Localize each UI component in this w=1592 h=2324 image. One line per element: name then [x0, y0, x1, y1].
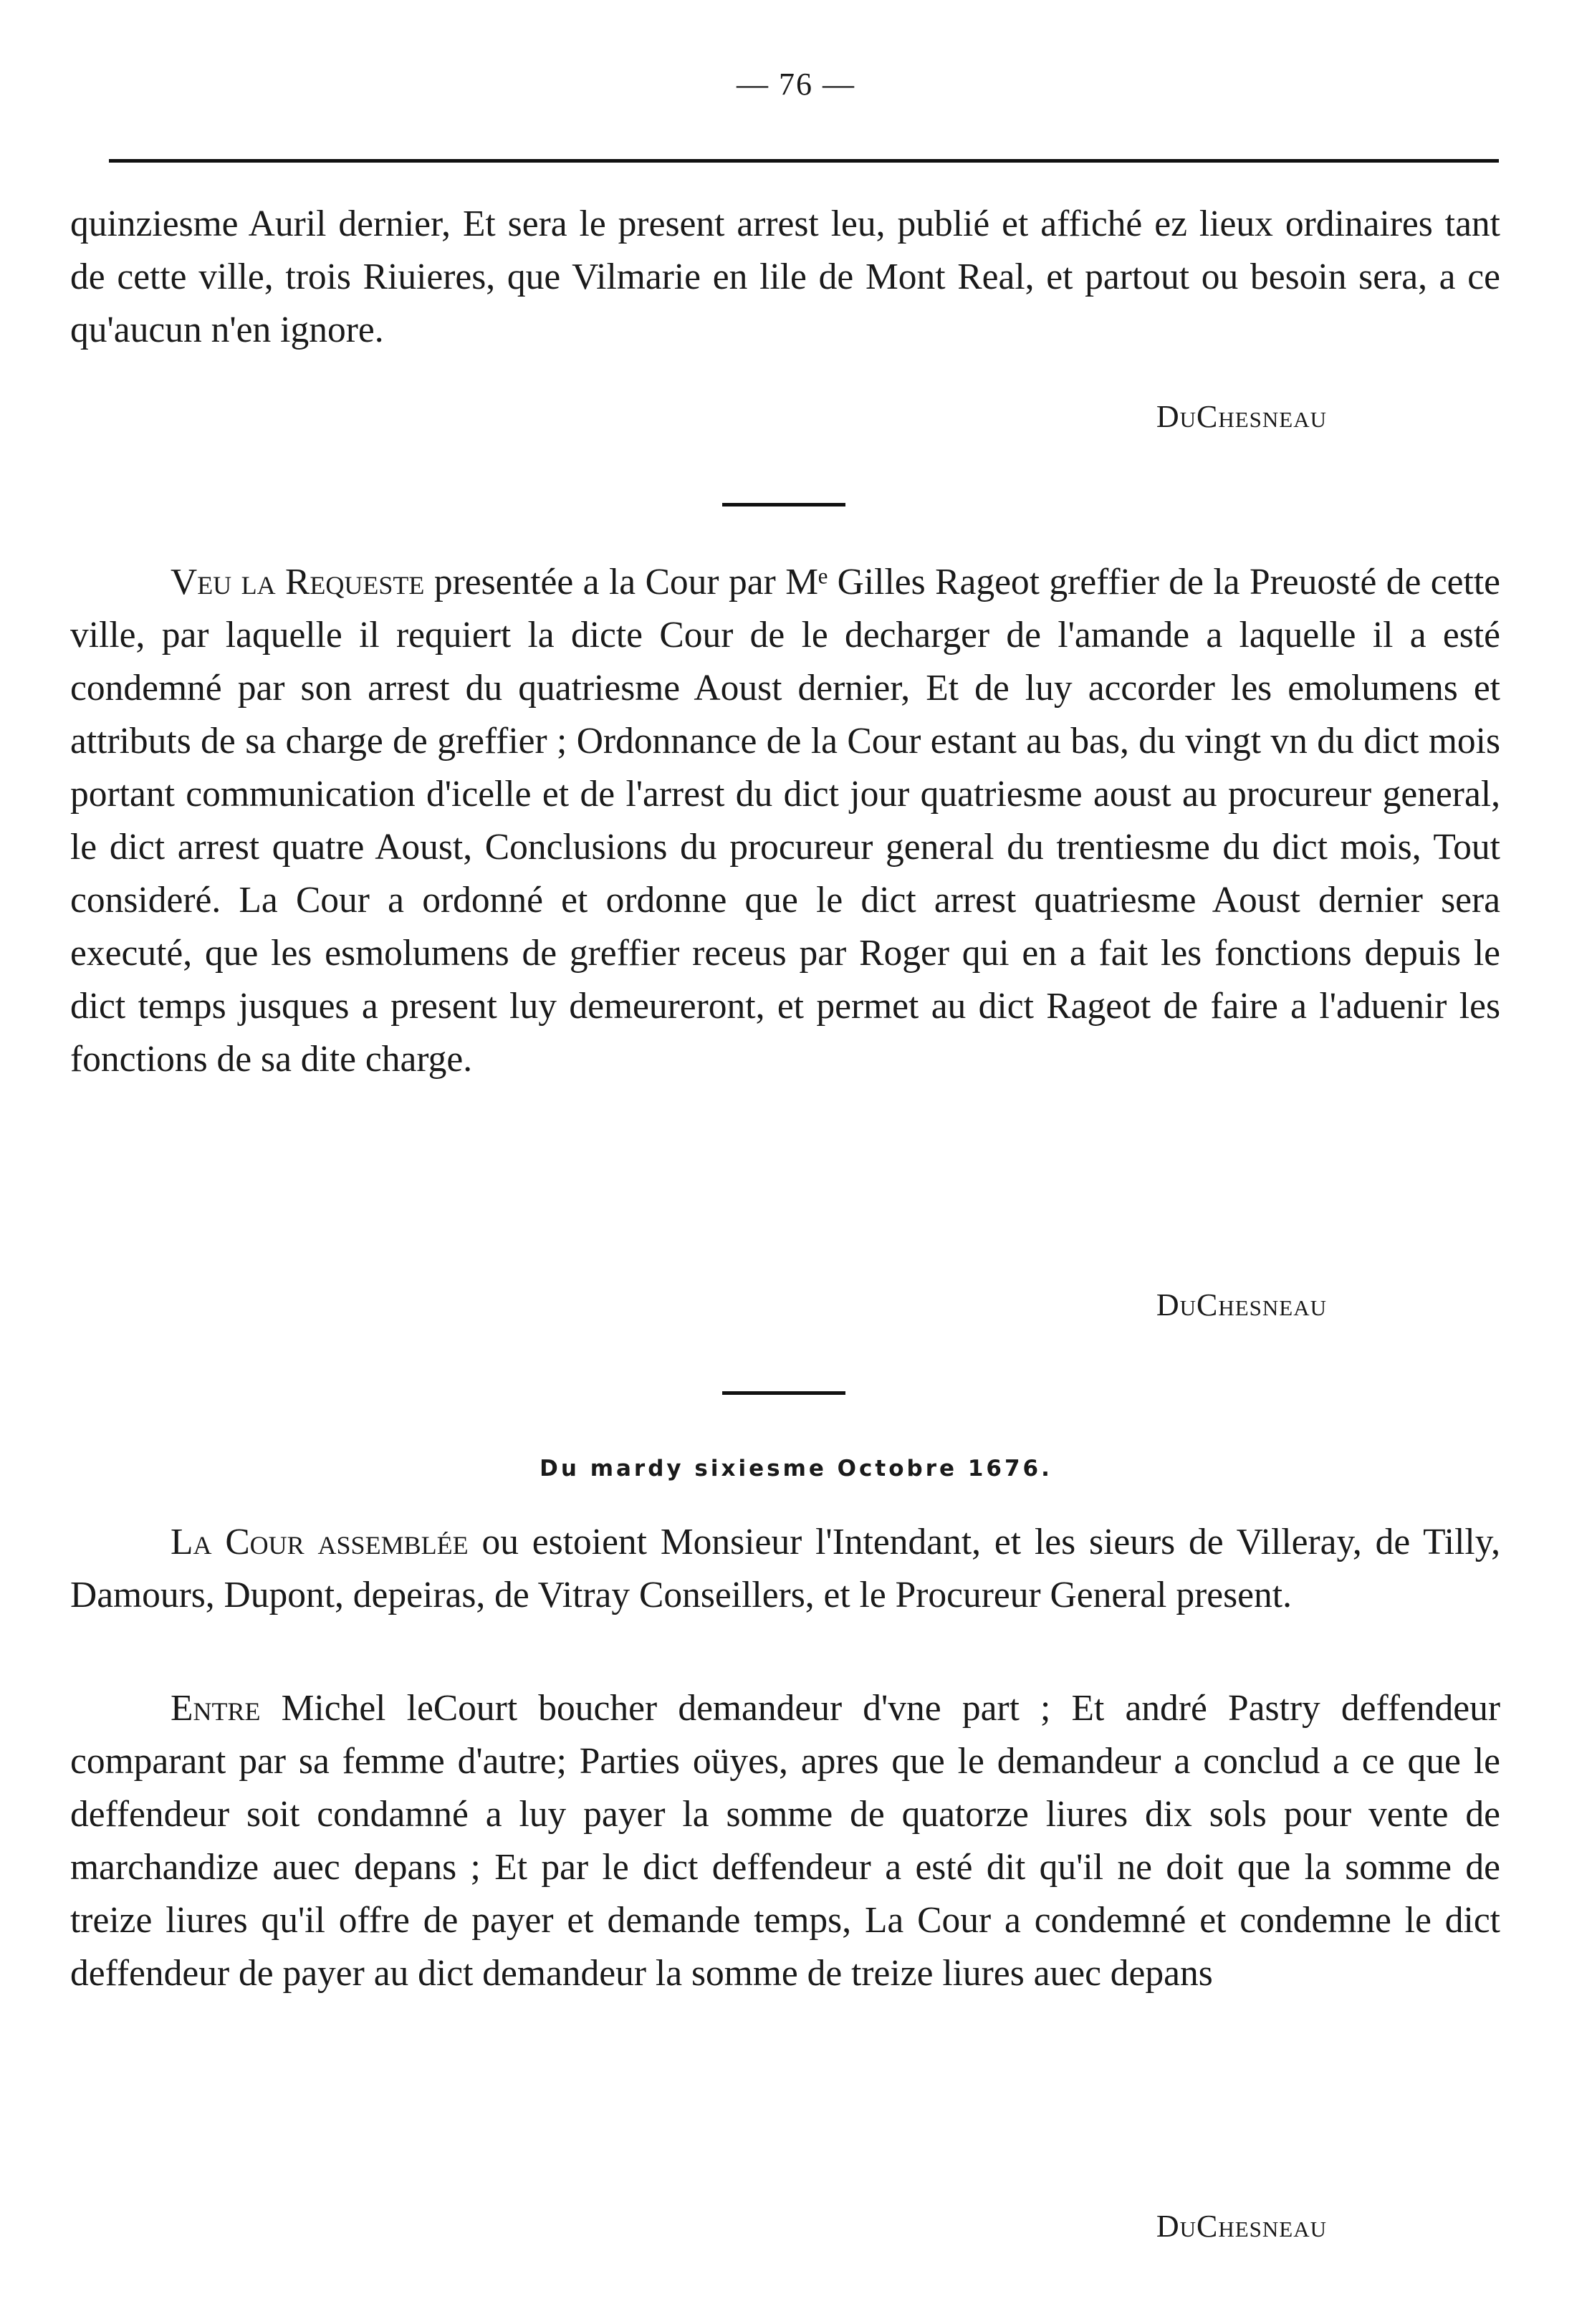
paragraph-text: quinziesme Auril dernier, Et sera le present arrest leu, publié et affiché ez lieux ordinaires tant de cette ville, trois Riuieres, que Vilmarie en lile de Mont Real, et partout ou besoin sera, a ce qu'aucun n'en ignore.	[70, 203, 1500, 350]
section-divider	[722, 1391, 845, 1395]
signature: DuChesneau	[1156, 2209, 1327, 2244]
paragraph-assembly	[70, 1516, 1500, 1622]
paragraph-continuation	[70, 198, 1500, 357]
paragraph-lead: La Cour assemblée	[171, 1522, 469, 1562]
paragraph-lead: Entre	[171, 1688, 261, 1729]
signature: DuChesneau	[1156, 399, 1327, 434]
section-heading: Du mardy sixiesme Octobre 1676.	[540, 1456, 1052, 1482]
section-divider	[722, 503, 845, 506]
page-number: — 76 —	[737, 67, 855, 102]
header-rule	[109, 159, 1499, 163]
signature: DuChesneau	[1156, 1287, 1327, 1322]
paragraph-text: Michel leCourt boucher demandeur d'vne part ; Et andré Pastry deffendeur comparant par sa femme d'autre; Parties oüyes, apres que le demandeur a conclud a ce que le deffendeur soit condamné a luy payer la somme de quatorze liures dix sols pour vente de marchandize auec depans ; Et par le dict deffendeur a esté dit qu'il ne doit que la somme de treize liures qu'il offre de payer et demande temps, La Cour a condemné et condemne le dict deffendeur de payer au dict demandeur la somme de treize liures auec depans	[70, 1688, 1500, 1994]
paragraph-requeste	[70, 556, 1500, 1086]
paragraph-text: presentée a la Cour par Mᵉ Gilles Rageot greffier de la Preuosté de cette ville, par laquelle il requiert la dicte Cour de le decharger de l'amande a laquelle il a esté condemné par son arrest du quatriesme Aoust dernier, Et de luy accorder les emolumens et attributs de sa charge de greffier ; Ordonnance de la Cour estant au bas, du vingt vn du dict mois portant communication d'icelle et de l'arrest du dict jour quatriesme aoust au procureur general, le dict arrest quatre Aoust, Conclusions du procureur general du trentiesme du dict mois, Tout consideré. La Cour a ordonné et ordonne que le dict arrest quatriesme Aoust dernier sera executé, que les esmolumens de greffier receus par Roger qui en a fait les fonctions depuis le dict temps jusques a present luy demeureront, et permet au dict Rageot de faire a l'aduenir les fonctions de sa dite charge.	[70, 562, 1500, 1080]
paragraph-text: ou estoient Monsieur l'Intendant, et les sieurs de Villeray, de Tilly, Damours, Dupont, depeiras, de Vitray Conseillers, et le Procureur General present.	[70, 1522, 1501, 1615]
paragraph-entre	[70, 1682, 1500, 2000]
paragraph-lead: Veu la Requeste	[171, 562, 425, 602]
